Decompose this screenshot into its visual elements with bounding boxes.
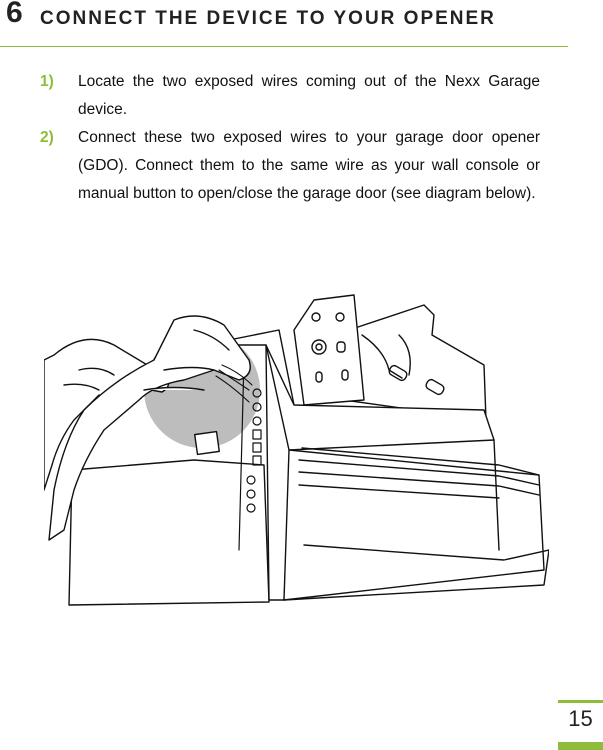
- page-number-accent-top: [558, 700, 603, 703]
- instruction-list: [40, 68, 540, 208]
- section-title: CONNECT THE DEVICE TO YOUR OPENER: [40, 8, 496, 29]
- mounting-bracket: [294, 295, 364, 405]
- step-text: Locate the two exposed wires coming out of the Nexx Garage device.: [78, 73, 540, 118]
- step-text: Connect these two exposed wires to your garage door opener (GDO). Connect them to the same wire as your wall console or manual button to open/close the garage door (see diagram below).: [78, 129, 540, 202]
- section-number: 6: [6, 0, 23, 29]
- instruction-step: [40, 124, 540, 208]
- instruction-step: [40, 68, 540, 124]
- step-number: 1): [40, 73, 54, 90]
- page-number: 15: [568, 706, 593, 731]
- page-number-accent-bottom: [558, 742, 603, 750]
- garage-opener-wiring-illustration: [44, 290, 549, 610]
- step-number: 2): [40, 129, 54, 146]
- ceiling-bracket: [344, 305, 486, 420]
- section-header: [0, 0, 568, 47]
- side-label: [195, 432, 220, 455]
